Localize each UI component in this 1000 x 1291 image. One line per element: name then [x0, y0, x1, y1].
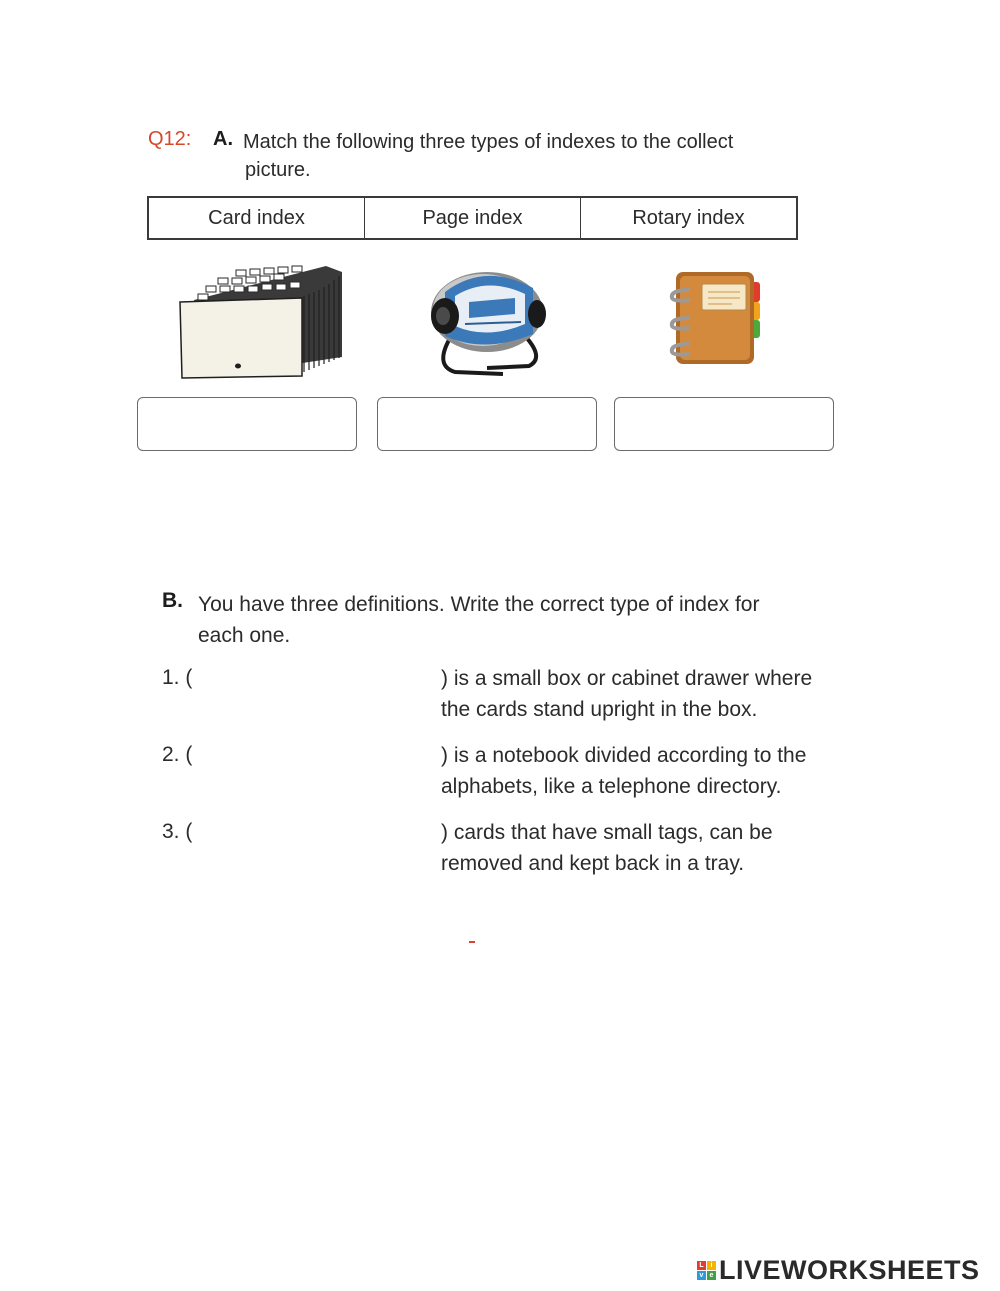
definition-3-answer-field[interactable]: [200, 818, 430, 850]
logo-block: L: [697, 1261, 706, 1270]
definition-3-line2: removed and kept back in a tray.: [441, 852, 745, 875]
part-a-instruction: [243, 128, 803, 184]
notebook-index-image: [662, 268, 774, 368]
answer-box-2[interactable]: [377, 397, 597, 451]
part-b-label: B.: [162, 589, 183, 612]
definition-1-line2: the cards stand upright in the box.: [441, 698, 758, 721]
definition-2-line1: ) is a notebook divided according to the: [441, 744, 807, 767]
option-page-index: Page index: [365, 198, 581, 238]
definition-1-number: 1. (: [162, 666, 193, 689]
logo-text: LIVEWORKSHEETS: [719, 1255, 980, 1285]
rotary-index-image: [425, 262, 551, 380]
part-a-instruction-line2: picture.: [245, 159, 311, 181]
logo-block: e: [707, 1271, 716, 1280]
logo-block: v: [697, 1271, 706, 1280]
liveworksheets-logo: [697, 1255, 980, 1286]
definition-3-number: 3. (: [162, 820, 193, 843]
logo-blocks-icon: [697, 1261, 716, 1280]
definition-1-answer-field[interactable]: [200, 664, 430, 696]
part-b-instruction: [198, 589, 848, 651]
definition-3-text: [441, 817, 851, 879]
answer-box-1[interactable]: [137, 397, 357, 451]
options-table: [147, 196, 798, 240]
part-a-label: A.: [213, 128, 233, 150]
part-a-instruction-line1: Match the following three types of indexes to the collect: [243, 131, 734, 153]
question-number: Q12:: [148, 128, 192, 150]
part-b-instruction-line2: each one.: [198, 624, 291, 647]
drawer-pull: [235, 364, 241, 369]
notebook-label: [702, 284, 746, 310]
card-index-drawer-image: [176, 262, 346, 382]
definition-2-number: 2. (: [162, 743, 193, 766]
definition-2-answer-field[interactable]: [200, 741, 430, 773]
definition-1-text: [441, 663, 851, 725]
logo-block: i: [707, 1261, 716, 1270]
answer-box-3[interactable]: [614, 397, 834, 451]
definition-3-line1: ) cards that have small tags, can be: [441, 821, 773, 844]
definition-1-line1: ) is a small box or cabinet drawer where: [441, 667, 813, 690]
part-b-instruction-line1: You have three definitions. Write the correct type of index for: [198, 593, 760, 616]
stray-mark: [469, 941, 475, 943]
definition-2-line2: alphabets, like a telephone directory.: [441, 775, 782, 798]
option-card-index: Card index: [149, 198, 365, 238]
definition-2-text: [441, 740, 851, 802]
option-rotary-index: Rotary index: [632, 206, 745, 229]
